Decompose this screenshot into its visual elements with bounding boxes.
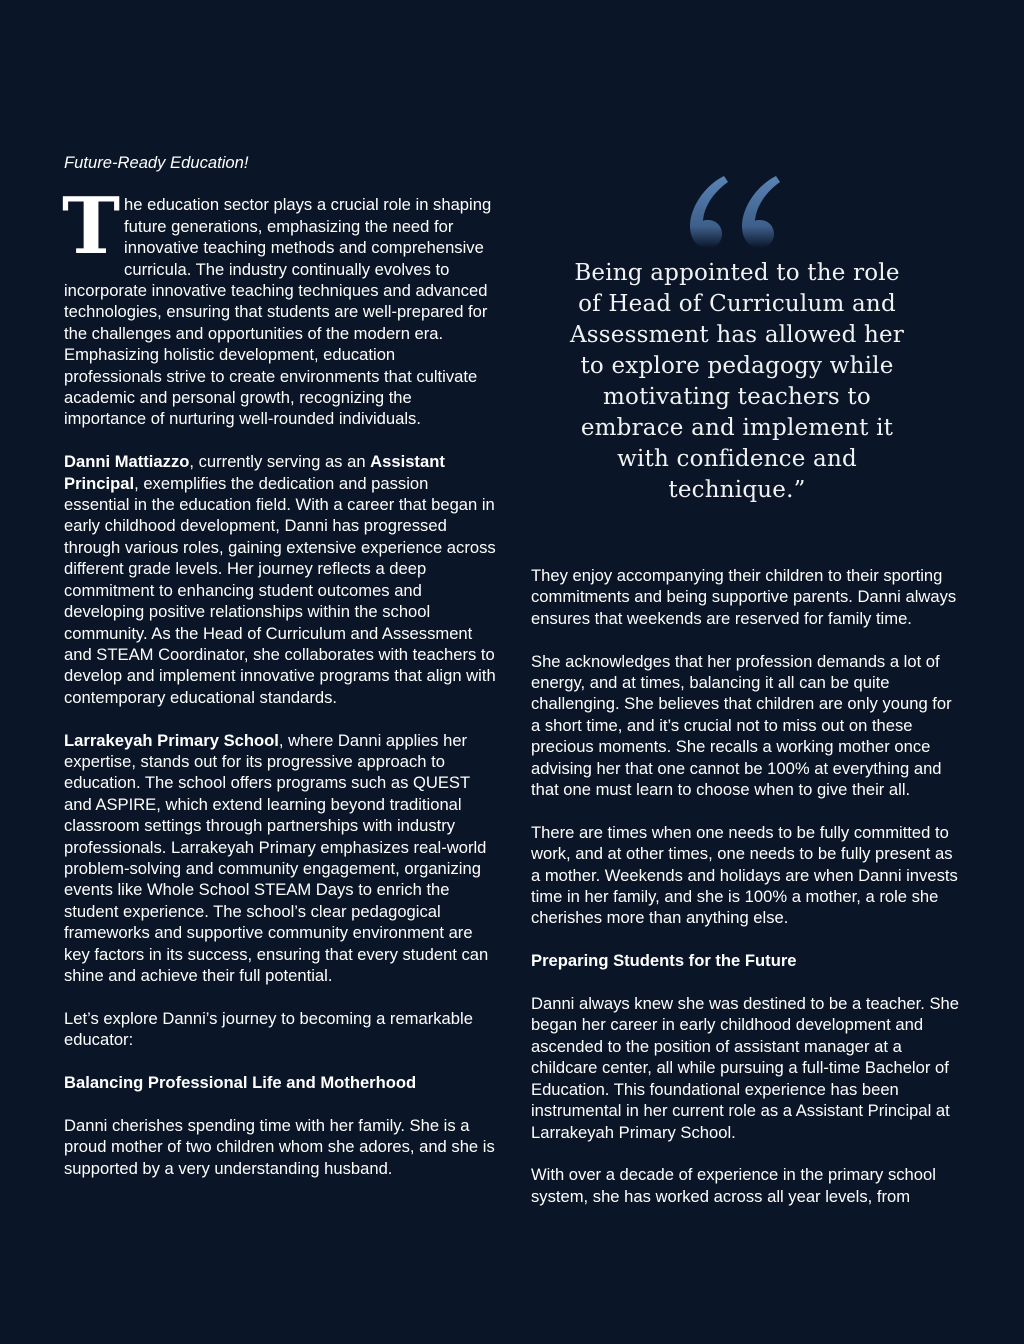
profile-name: Danni Mattiazzo xyxy=(64,452,190,472)
quote-mark-icon xyxy=(682,168,792,254)
section-heading-future: Preparing Students for the Future xyxy=(531,951,797,971)
explore-paragraph: Let’s explore Danni’s journey to becoming a remarkable educator: xyxy=(64,1008,473,1050)
right-paragraph-5: With over a decade of experience in the primary school system, she has worked across all year levels, from xyxy=(531,1165,936,1206)
right-paragraph-4: Danni always knew she was destined to be a teacher. She began her career in early childhood development and ascended to the position of assistant manager at a childcare center, all while pursuing a full-time Bachelor of Education. This foundational experience has been instrumental in her current role as a Assistant Principal at Larrakeyah Primary School. xyxy=(531,994,960,1142)
drop-cap: T xyxy=(62,181,121,273)
pull-quote xyxy=(560,168,914,506)
right-paragraph-1: They enjoy accompanying their children to their sporting commitments and being supportive parents. Danni always ensures that weekends are reserved for family time. xyxy=(531,566,957,628)
section-heading-motherhood: Balancing Professional Life and Motherhood xyxy=(64,1073,417,1092)
profile-paragraph xyxy=(64,451,496,708)
left-column xyxy=(64,152,496,1200)
school-name: Larrakeyah Primary School xyxy=(64,730,279,750)
profile-role: Assistant Principal xyxy=(64,452,445,493)
school-text: , where Danni applies her expertise, stands out for its progressive approach to education. The school offers programs such as QUEST and ASPIRE, which extend learning beyond traditional classroom settings through partnerships with industry professionals. Larrakeyah Primary emphasizes real-world problem-solving and community engagement, organizing events like Whole School STEAM Days to enrich the student experience. The school’s clear pedagogical frameworks and supportive community environment are key factors in its success, ensuring that every student can shine and achieve their full potential. xyxy=(64,730,489,985)
profile-text-a: , currently serving as an xyxy=(189,452,371,472)
quote-text: Being appointed to the role of Head of Curriculum and Assessment has allowed her to explore pedagogy while motivating teachers to embrace and implement it with confidence and technique.” xyxy=(569,260,905,503)
right-paragraph-2: She acknowledges that her profession demands a lot of energy, and at times, balancing it all can be quite challenging. She believes that children are only young for a short time, and it’s crucial not to miss out on these precious moments. She recalls a working mother once advising her that one cannot be 100% at everything and that one must learn to choose when to give their all. xyxy=(531,651,952,800)
right-column xyxy=(531,565,963,1229)
profile-text-b: , exemplifies the dedication and passion essential in the education field. With a career that began in early childhood development, Danni has progressed through various roles, gaining extensive experience across different grade levels. Her journey reflects a deep commitment to enhancing student outcomes and developing positive relationships within the school community. As the Head of Curriculum and Assessment and STEAM Coordinator, she collaborates with teachers to develop and implement innovative programs that align with contemporary educational standards. xyxy=(64,473,496,707)
right-paragraph-3: There are times when one needs to be fully committed to work, and at other times, one needs to be fully present as a mother. Weekends and holidays are when Danni invests time in her family, and she is 100% a mother, a role she cherishes more than anything else. xyxy=(531,822,958,928)
section-kicker: Future-Ready Education! xyxy=(64,153,249,172)
family-paragraph: Danni cherishes spending time with her family. She is a proud mother of two children whom she adores, and she is supported by a very understanding husband. xyxy=(64,1115,495,1178)
intro-text: he education sector plays a crucial role in shaping future generations, emphasizing the need for innovative teaching methods and comprehensive curricula. The industry continually evolves to incorporate innovative teaching techniques and advanced technologies, ensuring that students are well-prepared for the challenges and opportunities of the modern era. Emphasizing holistic development, education professionals strive to create environments that cultivate academic and personal growth, recognizing the importance of nurturing well-rounded individuals. xyxy=(64,195,492,429)
school-paragraph xyxy=(64,730,496,987)
intro-paragraph xyxy=(62,181,496,429)
